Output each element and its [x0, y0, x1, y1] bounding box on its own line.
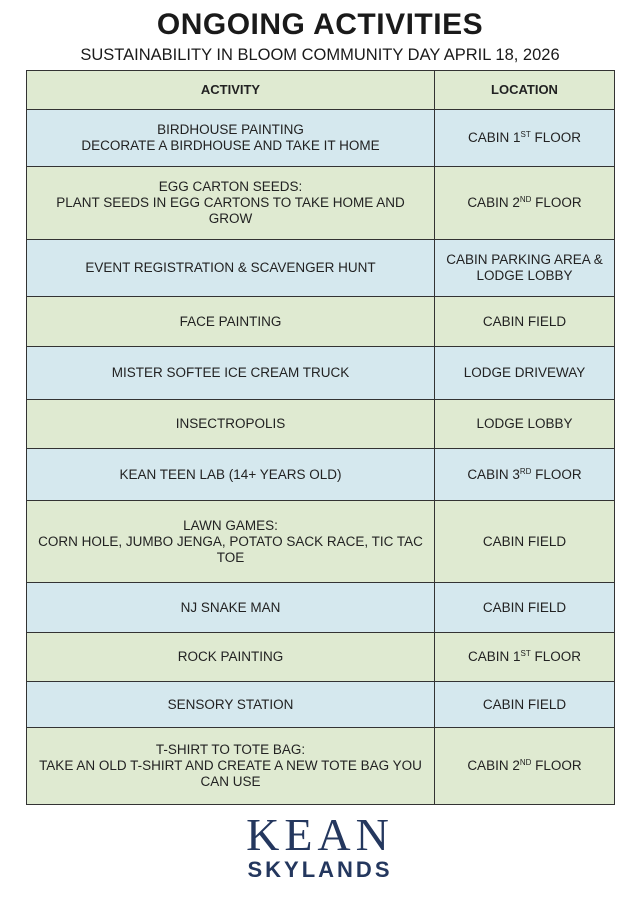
- activity-cell: [27, 297, 435, 347]
- floor-ordinal-suffix: ND: [519, 758, 532, 767]
- page-subtitle: SUSTAINABILITY IN BLOOM COMMUNITY DAY APRIL 18, 2026: [80, 46, 560, 64]
- table-row: [27, 682, 615, 728]
- table-row: [27, 501, 615, 583]
- activity-cell: [27, 347, 435, 400]
- table-row: [27, 728, 615, 805]
- kean-skylands-logo: [0, 809, 640, 882]
- location-text: CABIN FIELD: [482, 599, 567, 615]
- activity-cell: [27, 400, 435, 449]
- activity-description: CORN HOLE, JUMBO JENGA, POTATO SACK RACE, TIC TAC TOE: [38, 533, 423, 565]
- location-cell: [435, 682, 615, 728]
- activity-description: PLANT SEEDS IN EGG CARTONS TO TAKE HOME AND GROW: [56, 195, 405, 226]
- location-cell: [435, 728, 615, 805]
- table-header-row: [27, 71, 615, 110]
- location-text: CABIN FIELD: [482, 533, 567, 549]
- location-text: CABIN PARKING AREA & LODGE LOBBY: [446, 252, 603, 283]
- column-header-location: LOCATION: [435, 71, 615, 110]
- activity-name: T-SHIRT TO TOTE BAG:: [155, 742, 306, 757]
- location-text: LODGE LOBBY: [476, 416, 573, 431]
- activity-description: DECORATE A BIRDHOUSE AND TAKE IT HOME: [81, 138, 380, 153]
- location-cell: [435, 501, 615, 583]
- location-text-suffix: FLOOR: [530, 649, 582, 664]
- floor-ordinal-suffix: ST: [520, 130, 531, 139]
- location-cell: [435, 167, 615, 240]
- activity-name: LAWN GAMES:: [183, 517, 278, 533]
- activity-name: MISTER SOFTEE ICE CREAM TRUCK: [111, 365, 350, 380]
- logo-kean: KEAN: [246, 809, 394, 860]
- activity-cell: [27, 501, 435, 583]
- location-text: CABIN 2: [467, 195, 520, 210]
- logo-skylands: SKYLANDS: [247, 857, 393, 882]
- table-row: [27, 347, 615, 400]
- location-cell: [435, 347, 615, 400]
- table-row: [27, 167, 615, 240]
- table-row: [27, 297, 615, 347]
- location-text: CABIN FIELD: [482, 696, 567, 712]
- table-row: [27, 449, 615, 501]
- floor-ordinal-suffix: RD: [519, 466, 532, 476]
- activity-name: FACE PAINTING: [179, 313, 282, 329]
- page-title: ONGOING ACTIVITIES: [156, 8, 484, 41]
- activity-cell: [27, 110, 435, 167]
- activity-cell: [27, 583, 435, 633]
- table-row: [27, 110, 615, 167]
- activity-name: BIRDHOUSE PAINTING: [157, 122, 304, 137]
- activities-table: [26, 70, 615, 805]
- location-text-suffix: FLOOR: [531, 758, 582, 773]
- activity-name: SENSORY STATION: [167, 696, 294, 712]
- activity-name: NJ SNAKE MAN: [180, 599, 281, 615]
- floor-ordinal-suffix: ST: [520, 649, 531, 658]
- location-text: CABIN 2: [467, 758, 520, 773]
- table-row: [27, 240, 615, 297]
- location-text: CABIN FIELD: [482, 313, 567, 329]
- activity-cell: [27, 449, 435, 501]
- activity-name: INSECTROPOLIS: [175, 416, 286, 431]
- location-text-suffix: FLOOR: [531, 195, 582, 210]
- location-text: LODGE DRIVEWAY: [463, 365, 586, 380]
- activity-name: ROCK PAINTING: [177, 649, 284, 664]
- column-header-activity: ACTIVITY: [27, 71, 435, 110]
- location-text-suffix: FLOOR: [530, 130, 582, 145]
- activity-description: TAKE AN OLD T-SHIRT AND CREATE A NEW TOTE BAG YOU CAN USE: [39, 758, 422, 789]
- activity-cell: [27, 728, 435, 805]
- location-text: CABIN 1: [467, 649, 521, 664]
- activity-cell: [27, 167, 435, 240]
- location-text: CABIN 1: [467, 130, 521, 145]
- location-cell: [435, 400, 615, 449]
- location-cell: [435, 633, 615, 682]
- activity-cell: [27, 682, 435, 728]
- location-cell: [435, 297, 615, 347]
- location-cell: [435, 449, 615, 501]
- activity-name: EGG CARTON SEEDS:: [158, 179, 303, 194]
- activity-name: EVENT REGISTRATION & SCAVENGER HUNT: [85, 260, 376, 275]
- location-cell: [435, 583, 615, 633]
- location-text-suffix: FLOOR: [531, 466, 582, 482]
- table-body: [27, 110, 615, 805]
- table-row: [27, 583, 615, 633]
- location-cell: [435, 240, 615, 297]
- location-cell: [435, 110, 615, 167]
- location-text: CABIN 3: [467, 466, 520, 482]
- activity-cell: [27, 633, 435, 682]
- activity-name: KEAN TEEN LAB (14+ YEARS OLD): [119, 466, 342, 482]
- floor-ordinal-suffix: ND: [519, 195, 532, 204]
- activity-cell: [27, 240, 435, 297]
- table-row: [27, 400, 615, 449]
- table-row: [27, 633, 615, 682]
